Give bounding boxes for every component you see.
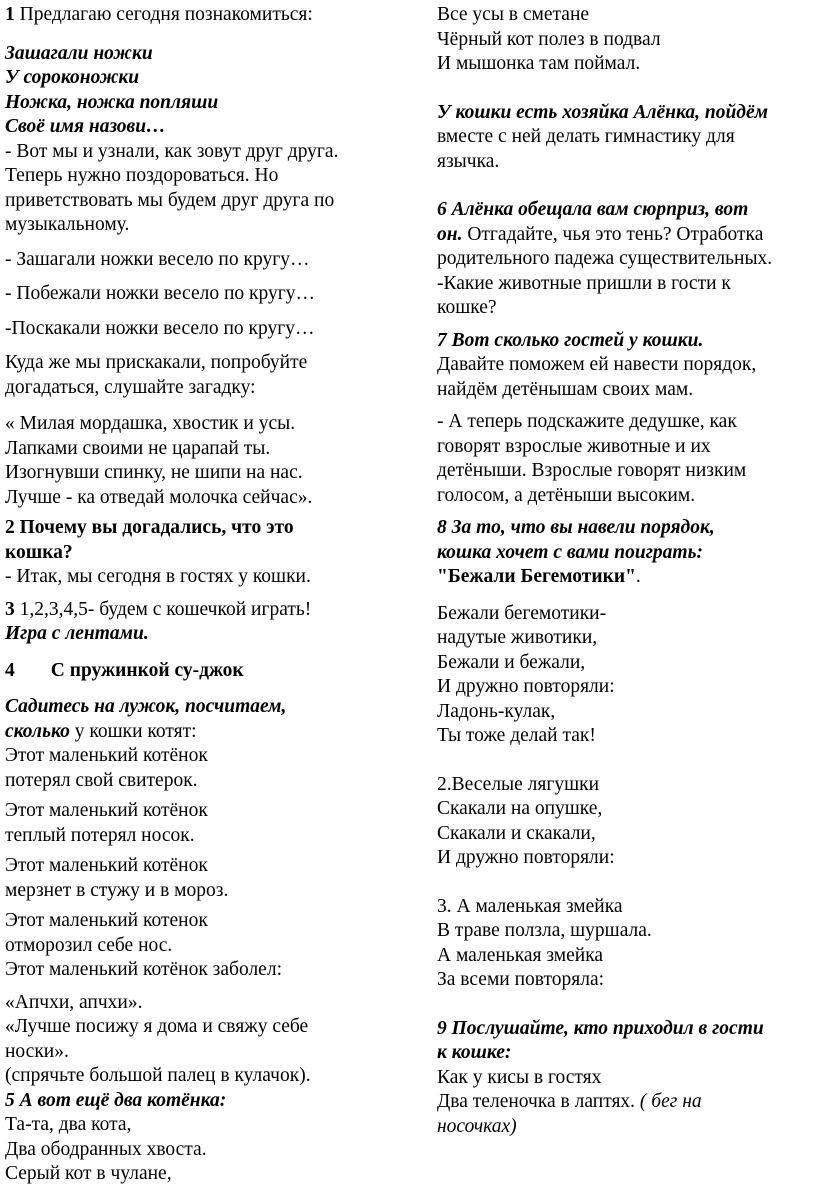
alenka-gymnastics: У кошки есть хозяйка Алёнка, пойдём вместе с ней делать гимнастику для язычка. — [437, 101, 768, 172]
poem-line: У сороконожки — [5, 67, 140, 88]
walk-line-3: -Поскакали ножки весело по кругу… — [5, 317, 315, 339]
poem-centipede — [5, 42, 393, 140]
section-4-title: 4 С пружинкой су-джок — [5, 659, 244, 681]
section-4-intro: Садитесь на лужок, посчитаем, сколько у кошки котят: — [5, 696, 287, 742]
frogs-verse: 2.Веселые лягушки Скакали на опушке, Скакали и скакали, И дружно повторяли: — [437, 773, 615, 868]
right-column — [437, 0, 816, 1139]
section-6: 6 Алёнка обещала вам сюрприз, вот он. Отгадайте, чья это тень? Отработка родительного падежа существительных. -Какие животные пришли в гости к кошке? — [437, 199, 773, 318]
section-7-paragraph: - А теперь подскажите дедушке, как говорят взрослые животные и их детёныши. Взрослые говорят низким голосом, а детёныши высоким. — [437, 411, 747, 506]
section-8-title: 8 За то, что вы навели порядок, кошка хочет с вами поиграть: "Бежали Бегемотики". — [437, 517, 715, 587]
poem-line: Зашагали ножки — [5, 42, 153, 64]
kitten-verse-1: Этот маленький котёнок потерял свой свитерок. — [5, 745, 208, 791]
walk-line-2: - Побежали ножки весело по кругу… — [5, 283, 315, 304]
riddle-intro: Куда же мы прискакали, попробуйте догадаться, слушайте загадку: — [5, 352, 308, 398]
walk-line-1: - Зашагали ножки весело по кругу… — [5, 248, 310, 270]
section-3-text: 3 1,2,3,4,5- будем с кошечкой играть! — [5, 598, 312, 620]
kitten-verse-3: Этот маленький котёнок мерзнет в стужу и в мороз. — [5, 855, 229, 901]
section-9: 9 Послушайте, кто приходил в гости к кошке: Как у кисы в гостях Два теленочка в лаптях. ( бег на носочках) — [437, 1017, 764, 1137]
snake-verse: 3. А маленькая змейка В траве ползла, шуршала. А маленькая змейка За всеми повторяла: — [437, 895, 652, 990]
section-7-title: 7 Вот сколько гостей у кошки. — [437, 329, 704, 351]
sneeze-verse: «Апчхи, апчхи». «Лучше посижу я дома и свяжу себе носки». (спрячьте большой палец в кулачок). — [5, 991, 311, 1086]
section-5-poem: Та-та, два кота, Два ободранных хвоста. Серый кот в чулане, — [5, 1114, 207, 1184]
paragraph-greeting: - Вот мы и узнали, как зовут друг друга. Теперь нужно поздороваться. Но приветствовать мы будем друг друга по музыкальному. — [5, 140, 339, 235]
section-5-title: 5 А вот ещё два котёнка: — [5, 1089, 227, 1111]
section-1-intro: 1 Предлагаю сегодня познакомиться: — [5, 4, 313, 25]
riddle-poem: « Милая мордашка, хвостик и усы. Лапками своими не царапай ты. Изогнувши спинку, не шипи на нас. Лучше - ка отведай молочка сейчас». — [5, 413, 313, 508]
section-7-text: Давайте поможем ей навести порядок, найдём детёнышам своих мам. — [437, 354, 757, 400]
hippo-verse: Бежали бегемотики- надутые животики, Бежали и бежали, И дружно повторяли: Ладонь-кулак, Ты тоже делай так! — [437, 602, 615, 746]
section-2-title: 2 Почему вы догадались, что это кошка? — [5, 517, 294, 563]
poem-line: Своё имя назови… — [5, 116, 166, 137]
two-cats-poem-continued: Все усы в сметане Чёрный кот полез в подвал И мышонка там поймал. — [437, 4, 661, 74]
poem-line: Ножка, ножка попляши — [5, 91, 219, 113]
kitten-verse-2: Этот маленький котёнок теплый потерял носок. — [5, 800, 208, 846]
section-2-text: - Итак, мы сегодня в гостях у кошки. — [5, 566, 311, 587]
left-column — [5, 0, 393, 1187]
game-name: "Бежали Бегемотики" — [437, 566, 636, 587]
kitten-verse-4: Этот маленький котенок отморозил себе нос. Этот маленький котёнок заболел: — [5, 910, 282, 980]
section-3-game: Игра с лентами. — [5, 623, 149, 644]
